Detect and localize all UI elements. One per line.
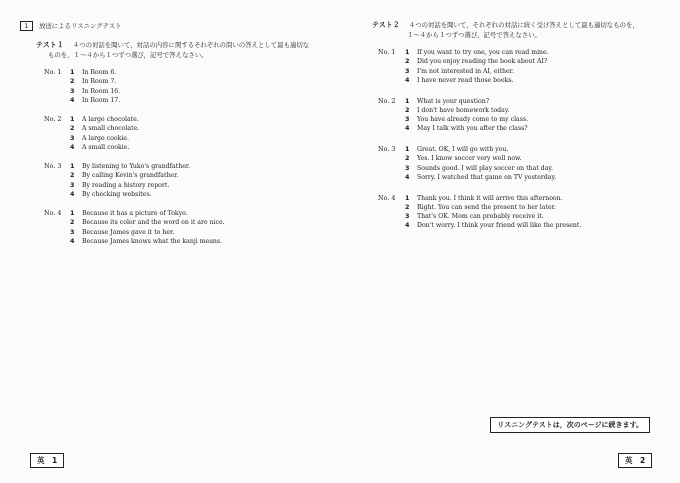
option-number: 3 bbox=[70, 180, 75, 189]
test2-instruction-line1: ４つの対話を聞いて，それぞれの対話に続く受け答えとして最も適切なものを， bbox=[408, 21, 639, 29]
option-text: Because James knows what the kanji means. bbox=[82, 237, 223, 245]
test2-option-row bbox=[405, 145, 508, 154]
test2-question-label: No. 4 bbox=[378, 193, 396, 202]
option-text: What is your question? bbox=[417, 97, 490, 105]
test2-question-label: No. 2 bbox=[378, 96, 396, 105]
option-number: 2 bbox=[405, 105, 410, 114]
option-number: 3 bbox=[405, 66, 410, 75]
option-text: Because it has a picture of Tokyo. bbox=[82, 210, 188, 217]
option-number: 3 bbox=[405, 163, 410, 172]
option-text: Yes. I know soccer very well now. bbox=[417, 155, 522, 163]
section-title: 放送によるリスニングテスト bbox=[39, 21, 122, 30]
option-text: That's OK. Mom can probably receive it. bbox=[417, 213, 544, 221]
test1-option-row bbox=[70, 115, 139, 124]
test1-option-row bbox=[70, 162, 190, 171]
option-text: I'm not interested in AI, either. bbox=[417, 67, 514, 75]
option-text: In Room 17. bbox=[82, 96, 121, 104]
page-number-right: 英 2 bbox=[618, 453, 652, 468]
option-number: 3 bbox=[70, 227, 75, 236]
test1-question-label: No. 1 bbox=[44, 68, 62, 76]
test2-instruction-line2: １～４から１つずつ選び，記号で答えなさい。 bbox=[407, 31, 541, 39]
test1-option-row bbox=[70, 77, 116, 86]
test2-question-label: No. 1 bbox=[378, 48, 396, 56]
test2-option-row bbox=[405, 48, 549, 57]
option-text: You have already come to my class. bbox=[417, 116, 529, 124]
test2-option-row bbox=[405, 97, 489, 106]
option-number: 1 bbox=[70, 162, 75, 170]
test2-option-row bbox=[405, 124, 528, 133]
test2-option-row bbox=[405, 115, 528, 124]
test2-option-row bbox=[405, 194, 563, 203]
option-number: 1 bbox=[70, 209, 75, 217]
test1-option-row bbox=[70, 68, 116, 77]
option-number: 1 bbox=[405, 193, 410, 202]
option-text: Because James gave it to her. bbox=[82, 228, 175, 236]
option-number: 3 bbox=[405, 212, 410, 221]
test2-option-row bbox=[405, 212, 544, 221]
test1-header bbox=[36, 40, 326, 60]
option-text: In Room 16. bbox=[82, 87, 121, 95]
option-text: By reading a history report. bbox=[82, 181, 170, 189]
test2-option-row bbox=[405, 154, 522, 163]
option-number: 3 bbox=[405, 115, 410, 124]
test2-option-row bbox=[405, 57, 547, 66]
test1-option-row bbox=[70, 209, 188, 218]
option-text: Sounds good. I will play soccer on that day. bbox=[417, 164, 554, 172]
option-text: By calling Kevin's grandfather. bbox=[82, 172, 179, 180]
option-text: A small chocolate. bbox=[82, 125, 140, 133]
option-text: Sorry. I watched that game on TV yesterday. bbox=[417, 173, 557, 181]
option-number: 4 bbox=[405, 172, 410, 181]
test2-option-row bbox=[405, 203, 556, 212]
option-number: 4 bbox=[70, 142, 75, 151]
test1-question-label: No. 4 bbox=[44, 209, 62, 217]
option-number: 4 bbox=[405, 75, 410, 84]
option-text: By listening to Yuko's grandfather. bbox=[82, 163, 191, 170]
option-text: Did you enjoy reading the book about AI? bbox=[417, 58, 548, 66]
option-number: 1 bbox=[70, 115, 75, 123]
test2-option-row bbox=[405, 173, 556, 182]
option-text: May I talk with you after the class? bbox=[417, 125, 528, 133]
option-text: Don't worry. I think your friend will like the present. bbox=[417, 222, 582, 230]
option-text: I don't have homework today. bbox=[417, 106, 510, 114]
option-number: 2 bbox=[405, 154, 410, 163]
option-text: I have never read those books. bbox=[417, 76, 514, 84]
option-number: 4 bbox=[70, 189, 75, 198]
option-text: In Room 6. bbox=[82, 69, 117, 76]
option-number: 1 bbox=[70, 68, 75, 76]
test1-option-row bbox=[70, 96, 120, 105]
test1-instruction-line2: ものを，１～４から１つずつ選び，記号で答えなさい。 bbox=[48, 51, 208, 59]
option-number: 1 bbox=[405, 145, 410, 153]
test1-option-row bbox=[70, 181, 169, 190]
option-text: By checking websites. bbox=[82, 190, 152, 198]
option-number: 2 bbox=[405, 202, 410, 211]
page-number-left: 英 1 bbox=[30, 453, 64, 468]
option-text: Thank you. I think it will arrive this afternoon. bbox=[417, 194, 563, 202]
continue-notice: リスニングテストは，次のページに続きます。 bbox=[490, 417, 650, 433]
test2-title: テスト２ bbox=[372, 21, 400, 29]
test1-option-row bbox=[70, 87, 120, 96]
test2-question-label: No. 3 bbox=[378, 145, 396, 153]
option-number: 1 bbox=[405, 48, 410, 56]
option-text: If you want to try one, you can read mine. bbox=[417, 49, 549, 56]
option-number: 4 bbox=[70, 95, 75, 104]
test2-option-row bbox=[405, 67, 514, 76]
test1-instruction-line1: ４つの対話を聞いて，対話の内容に関するそれぞれの問いの答えとして最も適切な bbox=[72, 41, 310, 49]
test2-option-row bbox=[405, 221, 581, 230]
option-number: 2 bbox=[70, 218, 75, 227]
test1-option-row bbox=[70, 237, 222, 246]
test1-option-row bbox=[70, 190, 152, 199]
option-number: 2 bbox=[70, 77, 75, 86]
option-text: A small cookie. bbox=[82, 143, 130, 151]
option-text: Because its color and the word on it are nice. bbox=[82, 219, 225, 227]
test1-option-row bbox=[70, 143, 129, 152]
test2-option-row bbox=[405, 76, 513, 85]
test1-option-row bbox=[70, 171, 178, 180]
option-number: 2 bbox=[70, 171, 75, 180]
option-number: 2 bbox=[70, 124, 75, 133]
option-number: 4 bbox=[70, 236, 75, 245]
option-text: Right. You can send the present to her later. bbox=[417, 203, 556, 211]
option-text: In Room 7. bbox=[82, 78, 117, 86]
test1-question-label: No. 2 bbox=[44, 115, 62, 123]
option-number: 4 bbox=[405, 221, 410, 230]
option-number: 3 bbox=[70, 133, 75, 142]
option-text: Great. OK, I will go with you. bbox=[417, 146, 509, 153]
section-header bbox=[20, 21, 122, 31]
test2-option-row bbox=[405, 106, 509, 115]
section-number: 1 bbox=[20, 21, 33, 31]
test1-title: テスト１ bbox=[36, 41, 64, 49]
option-text: A large cookie. bbox=[82, 134, 129, 142]
test1-option-row bbox=[70, 124, 139, 133]
option-number: 4 bbox=[405, 124, 410, 133]
option-number: 2 bbox=[405, 57, 410, 66]
option-number: 3 bbox=[70, 86, 75, 95]
test1-question-label: No. 3 bbox=[44, 162, 62, 170]
option-number: 1 bbox=[405, 96, 410, 105]
test2-header bbox=[372, 20, 662, 40]
test1-option-row bbox=[70, 134, 129, 143]
test1-option-row bbox=[70, 228, 174, 237]
option-text: A large chocolate. bbox=[82, 116, 139, 123]
test1-option-row bbox=[70, 218, 225, 227]
test2-option-row bbox=[405, 164, 553, 173]
